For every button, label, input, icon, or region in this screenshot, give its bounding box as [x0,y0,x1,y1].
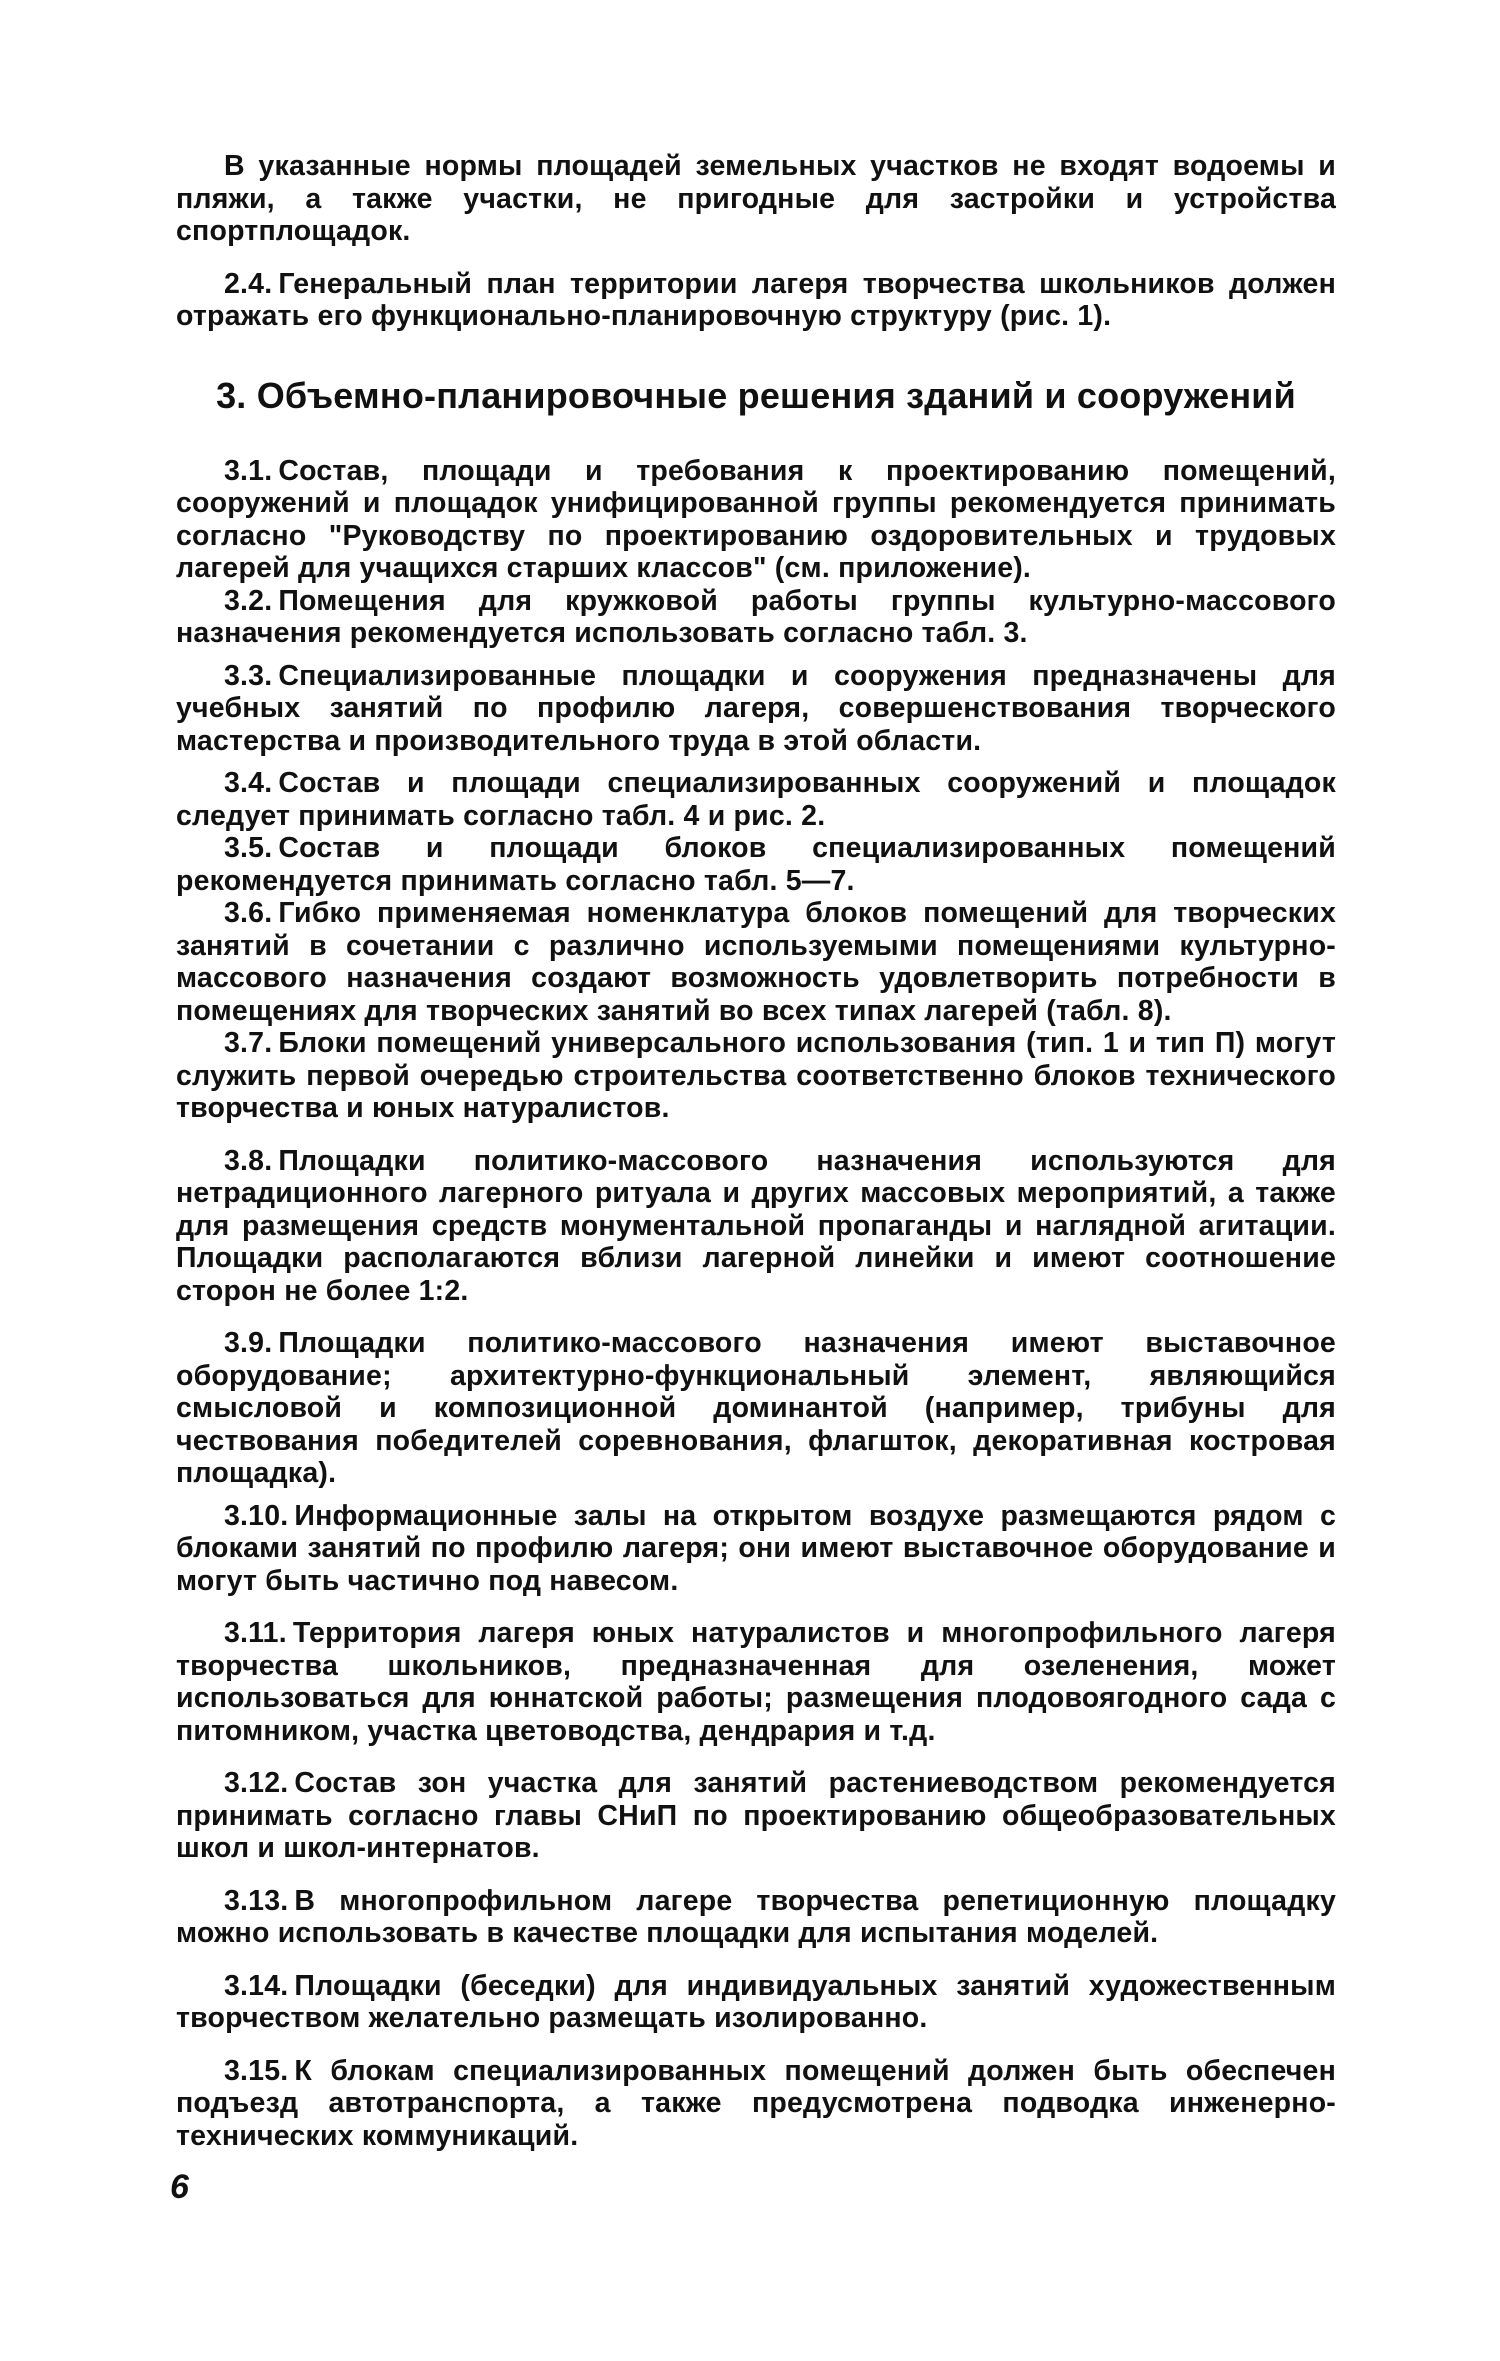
paragraph-number: 3.4. [224,767,273,799]
paragraph-number: 3.1. [224,454,273,487]
paragraph-number: 3.14. [224,1969,289,2002]
paragraph-text: Территория лагеря юных натуралистов и многопрофильного лагеря творчества школьников, предназначенная для озеленения, может использоваться для юннатской работы; размещения плодовоягодного сада с питомником, участка цветоводства, дендрария и т.д. [176,1617,1336,1747]
paragraph-3-3 [176,660,1336,758]
paragraph-text: Гибко применяемая номенклатура блоков помещений для творческих занятий в сочетании с различно используемыми помещениями культурно-массового назначения создают возможность удовлетворить потребности в помещениях для творческих занятий во всех типах лагерей (табл. 8). [176,897,1336,1027]
paragraph-text: Состав зон участка для занятий растениеводством рекомендуется принимать согласно главы СНиП по проектированию общеобразовательных школ и школ-интернатов. [176,1767,1336,1864]
paragraph-3-9 [176,1327,1336,1490]
paragraph-text: В многопрофильном лагере творчества репетиционную площадку можно использовать в качестве площадки для испытания моделей. [176,1884,1336,1949]
paragraph-3-14 [176,1970,1336,2035]
section-heading: 3. Объемно-планировочные решения зданий и сооружений [216,374,1296,416]
paragraph-3-4 [176,767,1336,832]
paragraph-3-6 [176,897,1336,1027]
paragraph-number: 3.9. [224,1327,273,1359]
paragraph-2-4 [176,268,1336,333]
paragraph-3-11 [176,1617,1336,1747]
paragraph-text: Состав и площади блоков специализированных помещений рекомендуется принимать согласно табл. 5—7. [176,832,1336,897]
paragraph-3-13 [176,1885,1336,1950]
paragraph-number: 2.4. [224,267,273,300]
paragraph-text: Генеральный план территории лагеря творчества школьников должен отражать его функционально-планировочную структуру (рис. 1). [176,267,1336,332]
paragraph-text: Информационные залы на открытом воздухе размещаются рядом с блоками занятий по профилю лагеря; они имеют выставочное оборудование и могут быть частично под навесом. [176,1499,1336,1597]
paragraph-text: К блокам специализированных помещений должен быть обеспечен подъезд автотранспорта, а также предусмотрена подводка инженерно-технических коммуникаций. [176,2054,1336,2152]
paragraph-text: Состав и площади специализированных сооружений и площадок следует принимать согласно табл. 4 и рис. 2. [176,767,1336,832]
paragraph-text: Блоки помещений универсального использования (тип. 1 и тип П) могут служить первой очередью строительства соответственно блоков технического творчества и юных натуралистов. [176,1027,1336,1124]
paragraph-text: Состав, площади и требования к проектированию помещений, сооружений и площадок унифицированной группы рекомендуется принимать согласно "Руководству по проектированию оздоровительных и трудовых лагерей для учащихся старших классов" (см. приложение). [176,454,1336,584]
paragraph-3-12 [176,1767,1336,1865]
paragraph-text: Площадки (беседки) для индивидуальных занятий художественным творчеством желательно размещать изолированно. [176,1969,1336,2034]
paragraph-number: 3.15. [224,2054,289,2087]
paragraph-number: 3.8. [224,1144,273,1177]
paragraph-number: 3.13. [224,1884,289,1917]
paragraph-text: Площадки политико-массового назначения имеют выставочное оборудование; архитектурно-функциональный элемент, являющийся смысловой и композиционной доминантой (например, трибуны для чествования победителей соревнования, флагшток, декоративная костровая площадка). [176,1327,1336,1489]
paragraph-3-10 [176,1500,1336,1598]
paragraph-3-2 [176,585,1336,650]
paragraph-number: 3.3. [224,659,273,692]
paragraph-text: Специализированные площадки и сооружения предназначены для учебных занятий по профилю лагеря, совершенствования творческого мастерства и производительного труда в этой области. [176,659,1336,757]
paragraph-3-7 [176,1027,1336,1125]
paragraph-number: 3.10. [224,1499,289,1532]
paragraph-number: 3.12. [224,1767,289,1799]
intro-paragraph: В указанные нормы площадей земельных участков не входят водоемы и пляжи, а также участки, не пригодные для застройки и устройства спортплощадок. [176,150,1336,247]
paragraph-number: 3.5. [224,832,273,864]
paragraph-number: 3.7. [224,1027,273,1059]
paragraph-3-1 [176,455,1336,585]
paragraph-3-5 [176,832,1336,897]
paragraph-3-8 [176,1145,1336,1308]
paragraph-number: 3.11. [224,1617,287,1649]
paragraph-3-15 [176,2055,1336,2153]
paragraph-text: Помещения для кружковой работы группы культурно-массового назначения рекомендуется использовать согласно табл. 3. [176,584,1336,649]
page-content [176,150,1336,2152]
page-number: 6 [170,2168,189,2206]
paragraph-number: 3.2. [224,584,273,617]
paragraph-text: Площадки политико-массового назначения используются для нетрадиционного лагерного ритуала и других массовых мероприятий, а также для размещения средств монументальной пропаганды и наглядной агитации. Площадки располагаются вблизи лагерной линейки и имеют соотношение сторон не более 1:2. [176,1144,1336,1307]
paragraph-number: 3.6. [224,897,273,929]
